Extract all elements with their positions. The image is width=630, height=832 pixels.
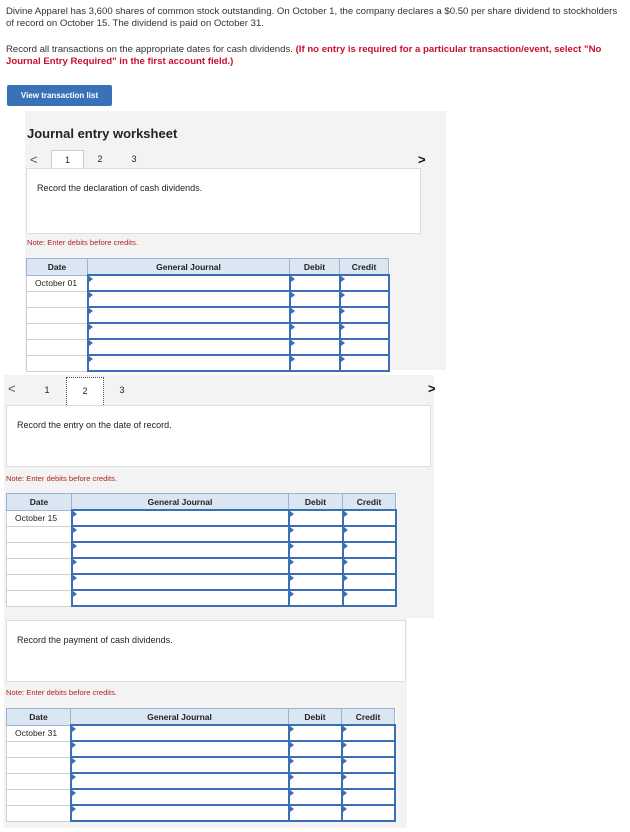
credit-field[interactable] [340, 275, 389, 291]
credit-header: Credit [342, 709, 395, 726]
date-cell [7, 757, 71, 773]
tab-3[interactable]: 3 [119, 385, 125, 395]
debit-field[interactable] [289, 805, 342, 821]
table-row [27, 323, 389, 339]
view-transaction-list-button[interactable]: View transaction list [7, 85, 112, 106]
account-field[interactable] [88, 323, 290, 339]
instruction-text: Record all transactions on the appropriate dates for cash dividends. [6, 44, 293, 55]
credit-field[interactable] [340, 307, 389, 323]
debit-field[interactable] [290, 291, 340, 307]
account-field[interactable] [72, 542, 289, 558]
debit-field[interactable] [289, 741, 342, 757]
date-cell [7, 526, 72, 542]
credit-field[interactable] [343, 542, 396, 558]
credit-field[interactable] [340, 339, 389, 355]
account-field[interactable] [72, 574, 289, 590]
debit-credit-note: Note: Enter debits before credits. [6, 688, 118, 697]
date-cell [7, 789, 71, 805]
account-field[interactable] [72, 590, 289, 606]
instruction-note: (If no entry is required for a particular transaction/event, select "No Journal Entry Required" in the first account field.) [6, 44, 602, 67]
table-row [7, 590, 396, 606]
debit-field[interactable] [289, 725, 342, 741]
table-row [27, 275, 389, 291]
credit-field[interactable] [343, 558, 396, 574]
problem-statement [6, 6, 624, 68]
credit-field[interactable] [342, 741, 395, 757]
credit-header: Credit [340, 259, 389, 276]
date-cell [7, 574, 72, 590]
table-row [7, 741, 395, 757]
account-field[interactable] [72, 526, 289, 542]
table-row [27, 291, 389, 307]
tab-2[interactable]: 2 [97, 154, 103, 164]
account-field[interactable] [88, 275, 290, 291]
account-field[interactable] [71, 789, 289, 805]
credit-field[interactable] [340, 291, 389, 307]
general-journal-header: General Journal [71, 709, 289, 726]
table-row [27, 355, 389, 371]
date-cell [27, 355, 88, 371]
prev-chevron-icon[interactable]: < [8, 381, 16, 396]
credit-field[interactable] [342, 757, 395, 773]
general-journal-header: General Journal [72, 494, 289, 511]
debit-header: Debit [290, 259, 340, 276]
debit-field[interactable] [290, 323, 340, 339]
credit-field[interactable] [343, 526, 396, 542]
credit-field[interactable] [342, 773, 395, 789]
entry-description: Record the payment of cash dividends. [6, 620, 406, 682]
debit-field[interactable] [289, 558, 343, 574]
account-field[interactable] [71, 805, 289, 821]
table-row [7, 510, 396, 526]
account-field[interactable] [71, 773, 289, 789]
table-row [7, 725, 395, 741]
credit-field[interactable] [343, 574, 396, 590]
date-cell [7, 805, 71, 821]
account-field[interactable] [71, 725, 289, 741]
date-header: Date [7, 709, 71, 726]
date-cell [27, 307, 88, 323]
debit-field[interactable] [290, 275, 340, 291]
account-field[interactable] [71, 757, 289, 773]
credit-field[interactable] [340, 355, 389, 371]
debit-field[interactable] [289, 526, 343, 542]
instructions [6, 44, 624, 68]
account-field[interactable] [71, 741, 289, 757]
general-journal-header: General Journal [88, 259, 290, 276]
account-field[interactable] [88, 339, 290, 355]
debit-field[interactable] [289, 773, 342, 789]
debit-header: Debit [289, 709, 342, 726]
account-field[interactable] [72, 558, 289, 574]
date-cell: October 01 [27, 275, 88, 291]
date-header: Date [7, 494, 72, 511]
date-cell [7, 773, 71, 789]
table-row [7, 805, 395, 821]
credit-header: Credit [343, 494, 396, 511]
worksheet-title: Journal entry worksheet [27, 126, 178, 141]
tab-3[interactable]: 3 [131, 154, 137, 164]
table-row [7, 773, 395, 789]
account-field[interactable] [88, 355, 290, 371]
debit-field[interactable] [289, 542, 343, 558]
tab-1[interactable]: 1 [51, 150, 84, 169]
date-cell [7, 741, 71, 757]
date-cell [7, 542, 72, 558]
prev-chevron-icon[interactable]: < [30, 152, 38, 167]
debit-field[interactable] [289, 757, 342, 773]
credit-field[interactable] [340, 323, 389, 339]
date-cell [7, 590, 72, 606]
account-field[interactable] [88, 307, 290, 323]
debit-credit-note: Note: Enter debits before credits. [6, 474, 118, 483]
journal-table-1 [26, 258, 390, 372]
tab-1[interactable]: 1 [44, 385, 50, 395]
date-cell [27, 291, 88, 307]
table-row [7, 542, 396, 558]
credit-field[interactable] [343, 510, 396, 526]
debit-field[interactable] [289, 789, 342, 805]
debit-field[interactable] [290, 355, 340, 371]
date-header: Date [27, 259, 88, 276]
debit-field[interactable] [289, 590, 343, 606]
date-cell [7, 558, 72, 574]
credit-field[interactable] [342, 725, 395, 741]
problem-text: Divine Apparel has 3,600 shares of common stock outstanding. On October 1, the company declares a $0.50 per share dividend to stockholders of record on October 15. The dividend is paid on October 31. [6, 6, 618, 29]
table-row [7, 574, 396, 590]
next-chevron-icon[interactable]: > [428, 381, 436, 396]
entry-description: Record the entry on the date of record. [6, 405, 431, 467]
account-field[interactable] [88, 291, 290, 307]
debit-field[interactable] [290, 307, 340, 323]
credit-field[interactable] [342, 789, 395, 805]
date-cell [27, 323, 88, 339]
journal-table-3 [6, 708, 396, 822]
table-row [7, 757, 395, 773]
date-cell: October 15 [7, 510, 72, 526]
tab-2[interactable]: 2 [66, 377, 104, 407]
journal-table-2 [6, 493, 397, 607]
debit-field[interactable] [289, 510, 343, 526]
credit-field[interactable] [343, 590, 396, 606]
table-row [27, 339, 389, 355]
debit-credit-note: Note: Enter debits before credits. [27, 238, 139, 247]
table-row [7, 789, 395, 805]
date-cell: October 31 [7, 725, 71, 741]
debit-field[interactable] [289, 574, 343, 590]
debit-field[interactable] [290, 339, 340, 355]
debit-header: Debit [289, 494, 343, 511]
table-row [7, 526, 396, 542]
next-chevron-icon[interactable]: > [418, 152, 426, 167]
entry-description: Record the declaration of cash dividends. [26, 168, 421, 234]
credit-field[interactable] [342, 805, 395, 821]
table-row [27, 307, 389, 323]
account-field[interactable] [72, 510, 289, 526]
table-row [7, 558, 396, 574]
date-cell [27, 339, 88, 355]
